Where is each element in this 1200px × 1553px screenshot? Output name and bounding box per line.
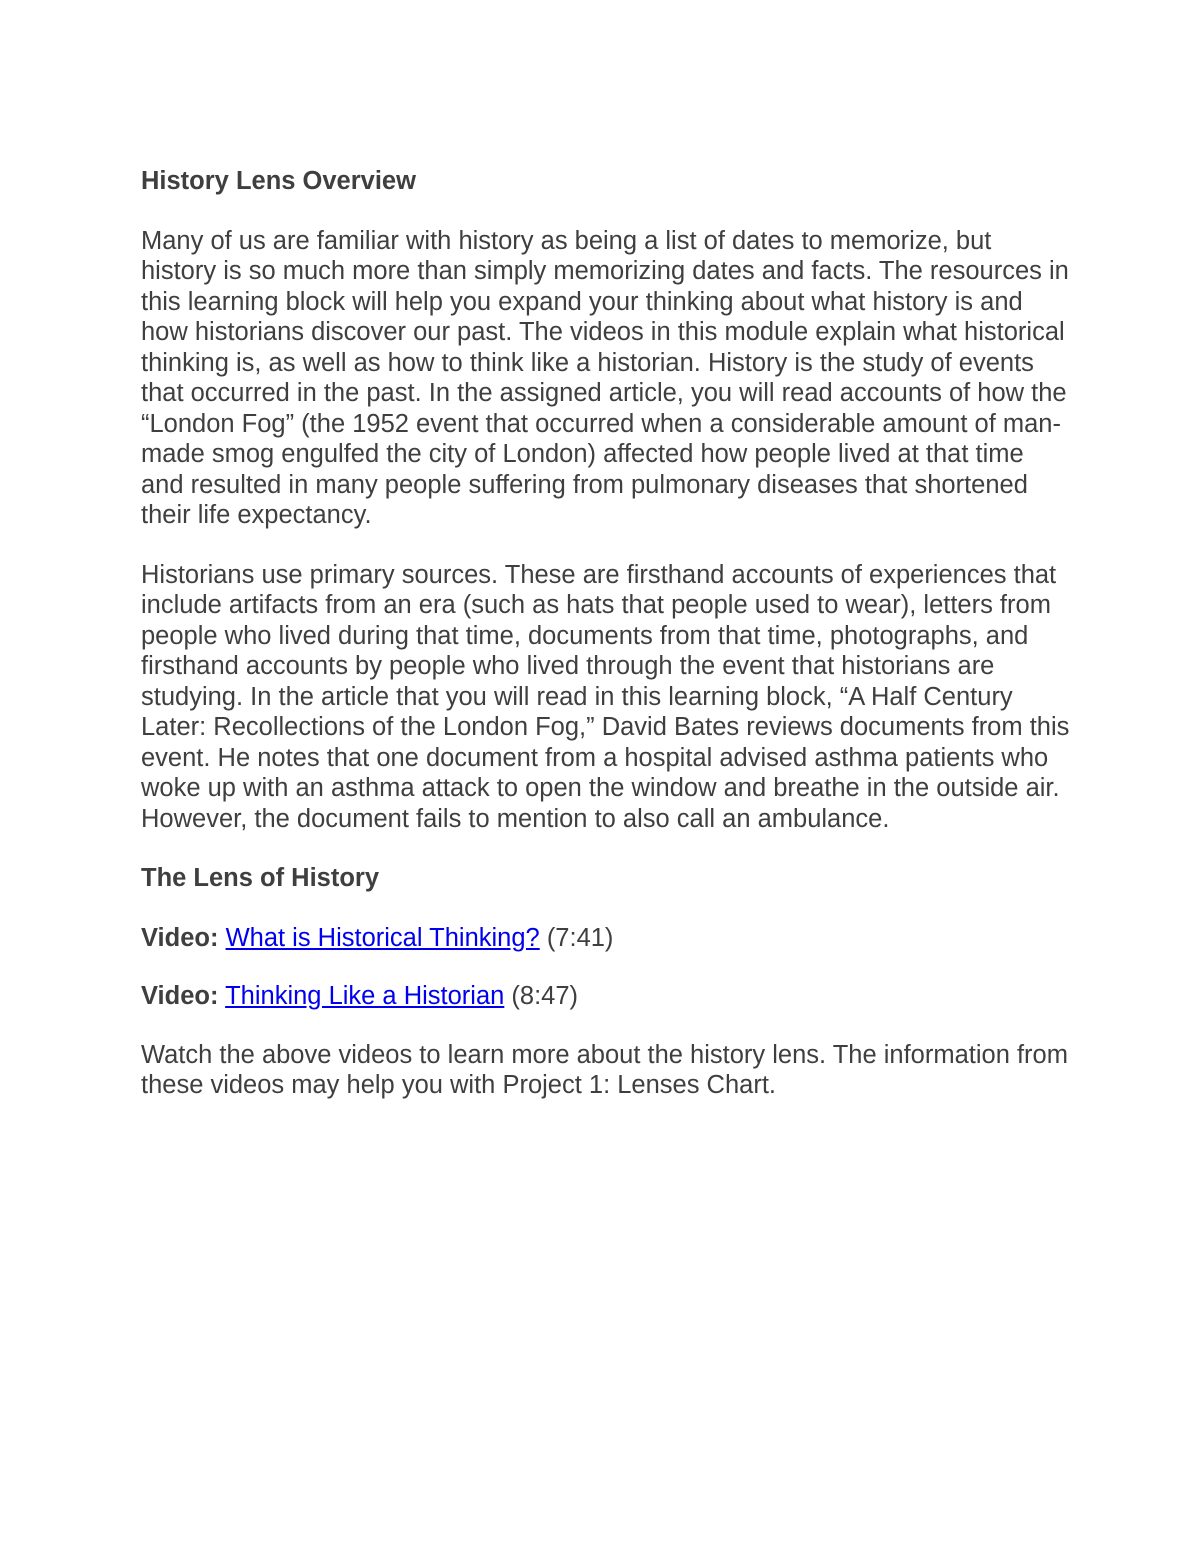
primary-sources-paragraph: Historians use primary sources. These are firsthand accounts of experiences that include artifacts from an era (such as hats that people used to wear), letters from people who lived during that time, documents from that time, photographs, and firsthand accounts by people who lived through the event that historians are studying. In the article that you will read in this learning block, “A Half Century Later: Recollections of the London Fog,” David Bates reviews documents from this event. He notes that one document from a hospital advised asthma patients who woke up with an asthma attack to open the window and breathe in the outside air. However, the document fails to mention to also call an ambulance.	[141, 560, 1070, 833]
intro-paragraph: Many of us are familiar with history as being a list of dates to memorize, but history is so much more than simply memorizing dates and facts. The resources in this learning block will help you expand your thinking about what history is and how historians discover our past. The videos in this module explain what historical thinking is, as well as how to think like a historian. History is the study of events that occurred in the past. In the assigned article, you will read accounts of how the “London Fog” (the 1952 event that occurred when a considerable amount of man-made smog engulfed the city of London) affected how people lived at that time and resulted in many people suffering from pulmonary diseases that shortened their life expectancy.	[141, 226, 1069, 529]
video-item	[141, 981, 1071, 1012]
video-label: Video:	[141, 923, 219, 952]
video-link-historical-thinking[interactable]: What is Historical Thinking?	[225, 923, 540, 952]
video-label: Video:	[141, 982, 219, 1010]
closing-paragraph: Watch the above videos to learn more about the history lens. The information from these videos may help you with Project 1: Lenses Chart.	[141, 1040, 1068, 1099]
document-body	[141, 166, 1071, 1130]
video-duration: (7:41)	[546, 923, 614, 952]
video-duration: (8:47)	[511, 982, 579, 1010]
section-heading: The Lens of History	[141, 864, 380, 892]
video-link-thinking-like-historian[interactable]: Thinking Like a Historian	[225, 982, 505, 1010]
page-title: History Lens Overview	[141, 167, 416, 195]
video-item	[141, 923, 1071, 954]
